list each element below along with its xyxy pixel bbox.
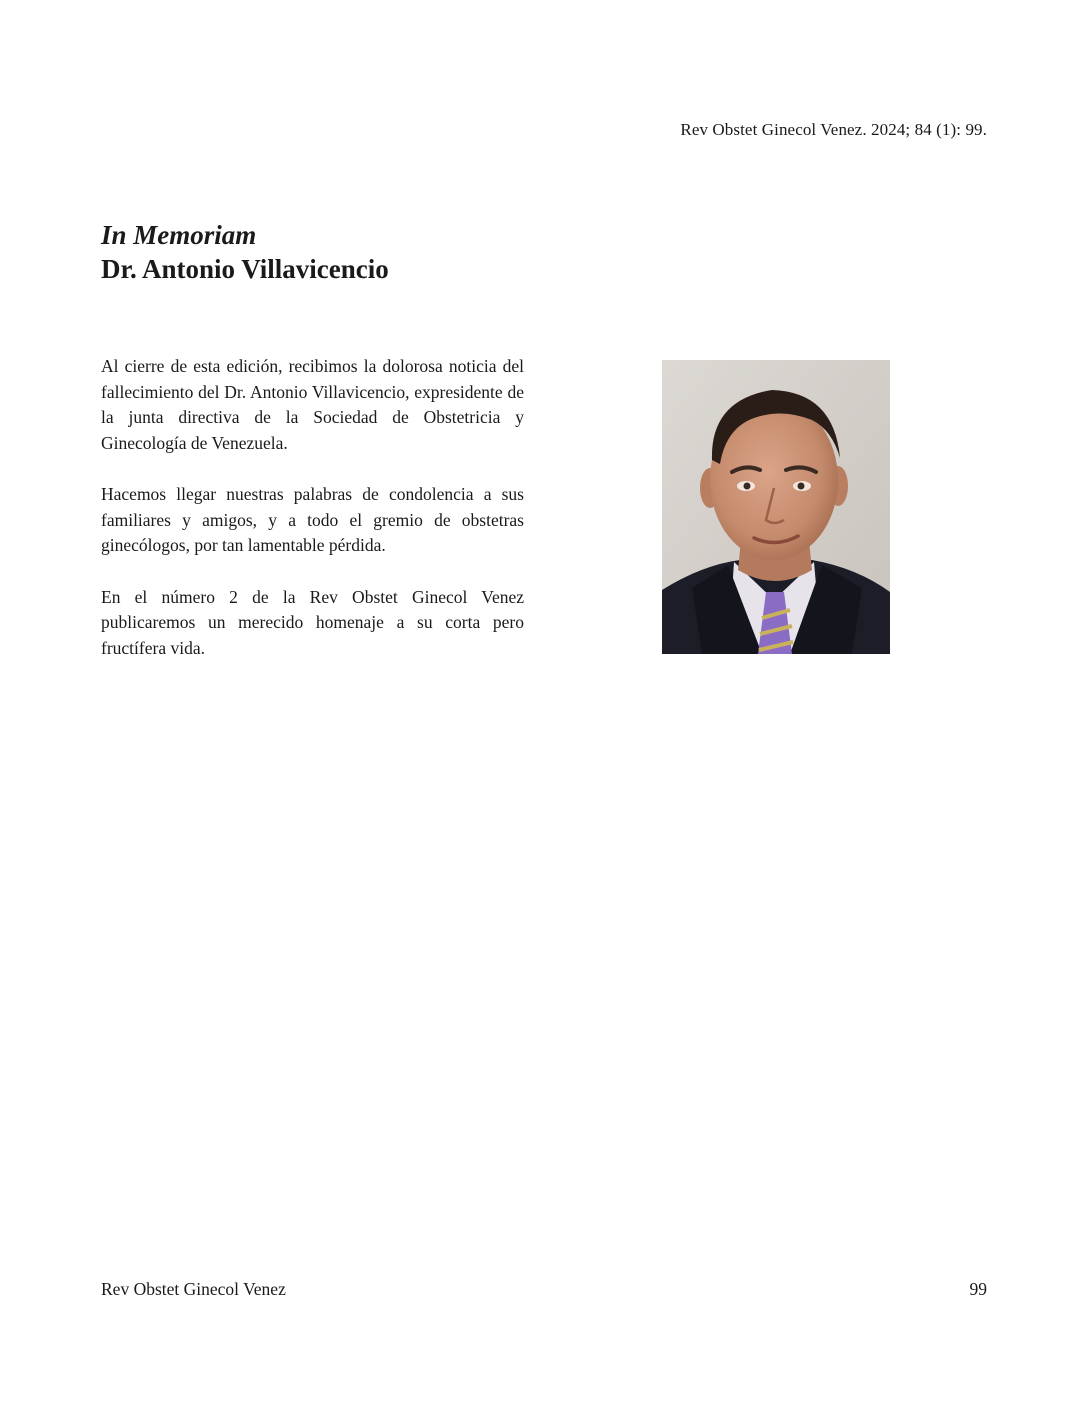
pupil-right bbox=[798, 483, 805, 490]
title-block bbox=[101, 218, 389, 286]
article-title: Dr. Antonio Villavicencio bbox=[101, 254, 389, 284]
footer-page-number: 99 bbox=[969, 1279, 987, 1299]
body-paragraph: Hacemos llegar nuestras palabras de condolencia a sus familiares y amigos, y a todo el gremio de obstetras ginecólogos, por tan lamentable pérdida. bbox=[101, 484, 524, 555]
running-head-citation: Rev Obstet Ginecol Venez. 2024; 84 (1): 99. bbox=[680, 120, 987, 139]
body-paragraph: Al cierre de esta edición, recibimos la dolorosa noticia del fallecimiento del Dr. Antonio Villavicencio, expresidente de la junta directiva de la Sociedad de Obstetricia y Ginecología de Venezuela. bbox=[101, 356, 524, 453]
section-label: In Memoriam bbox=[101, 220, 257, 250]
article-body bbox=[101, 354, 524, 687]
body-paragraph: En el número 2 de la Rev Obstet Ginecol Venez publicaremos un merecido homenaje a su corta pero fructífera vida. bbox=[101, 586, 524, 658]
portrait-illustration bbox=[662, 360, 890, 654]
footer-journal: Rev Obstet Ginecol Venez bbox=[101, 1279, 286, 1299]
pupil-left bbox=[744, 483, 751, 490]
portrait-photo bbox=[662, 360, 890, 654]
